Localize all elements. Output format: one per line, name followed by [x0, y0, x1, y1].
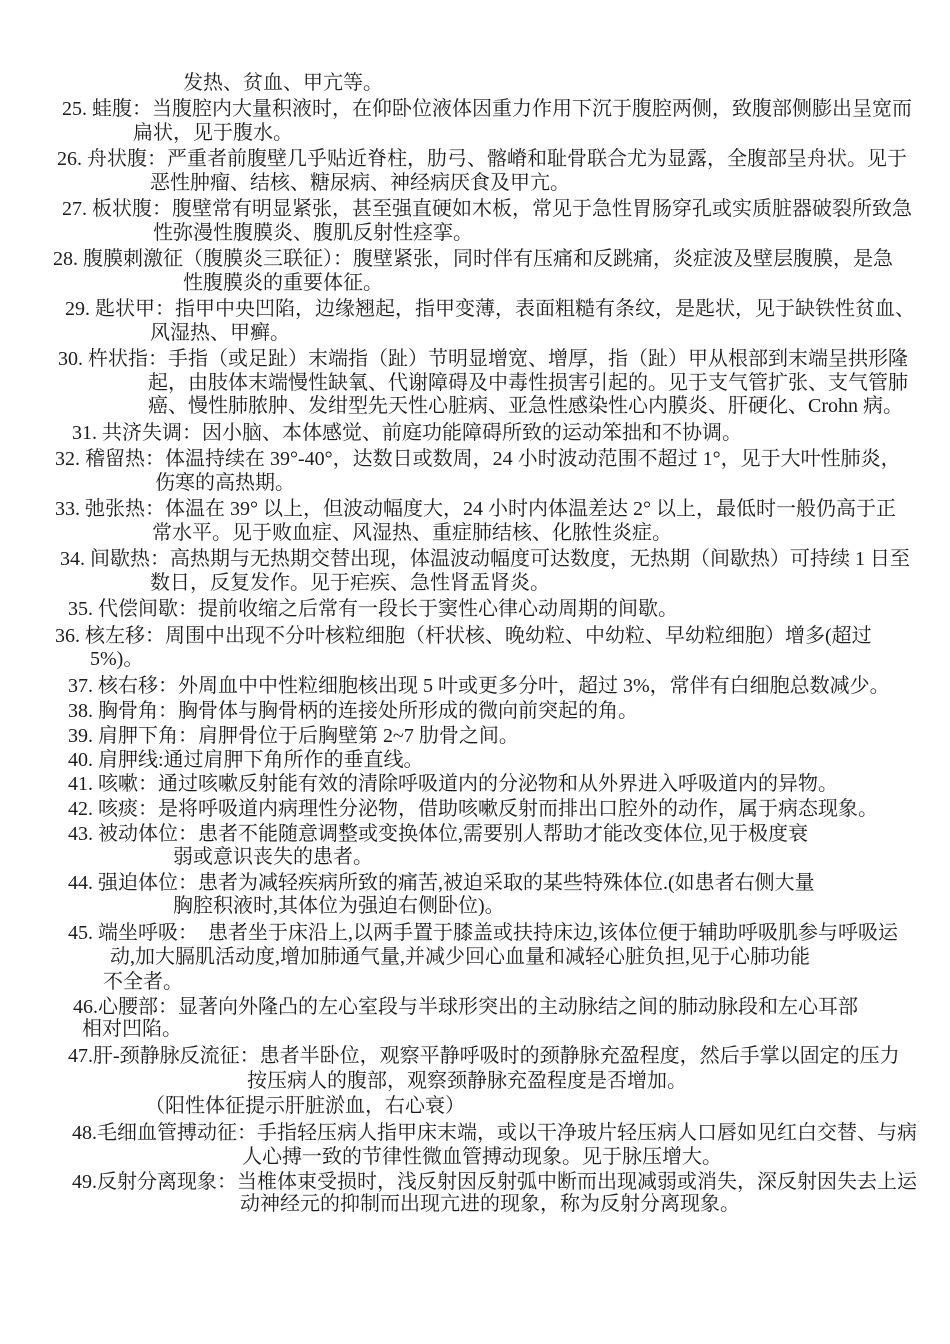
text-line: 5%)。: [90, 648, 144, 670]
text-line: 相对凹陷。: [82, 1018, 182, 1040]
text-line: 不全者。: [103, 971, 183, 993]
text-line: 27. 板状腹：腹壁常有明显紧张，甚至强直硬如木板，常见于急性胃肠穿孔或实质脏器破裂所致急: [62, 198, 912, 220]
text-line: 扁状，见于腹水。: [133, 122, 293, 144]
text-line: 30. 杵状指：手指（或足趾）末端指（趾）节明显增宽、增厚，指（趾）甲从根部到末端呈拱形隆: [58, 348, 908, 370]
text-line: 动神经元的抑制而出现亢进的现象，称为反射分离现象。: [240, 1193, 740, 1215]
text-line: （阳性体征提示肝脏淤血，右心衰）: [145, 1095, 465, 1117]
text-line: 起，由肢体末端慢性缺氧、代谢障碍及中毒性损害引起的。见于支气管扩张、支气管肺: [148, 372, 908, 394]
text-line: 26. 舟状腹：严重者前腹壁几乎贴近脊柱，肋弓、髂嵴和耻骨联合尤为显露，全腹部呈舟状。见于: [57, 148, 907, 170]
text-line: 按压病人的腹部，观察颈静脉充盈程度是否增加。: [247, 1070, 687, 1092]
text-line: 数日，反复发作。见于疟疾、急性肾盂肾炎。: [150, 572, 550, 594]
text-line: 33. 弛张热：体温在 39° 以上，但波动幅度大，24 小时内体温差达 2° 以上，最低时一般仍高于正: [55, 498, 896, 520]
text-line: 43. 被动体位：患者不能随意调整或变换体位,需要别人帮助才能改变体位,见于极度衰: [68, 823, 808, 845]
text-line: 25. 蛙腹：当腹腔内大量积液时，在仰卧位液体因重力作用下沉于腹腔两侧，致腹部侧膨出呈宽而: [62, 98, 912, 120]
text-line: 47.肝-颈静脉反流征：患者半卧位，观察平静呼吸时的颈静脉充盈程度，然后手掌以固定的压力: [68, 1045, 900, 1067]
text-line: 45. 端坐呼吸： 患者坐于床沿上,以两手置于膝盖或扶持床边,该体位便于辅助呼吸肌参与呼吸运: [68, 922, 898, 944]
text-line: 42. 咳痰：是将呼吸道内病理性分泌物，借助咳嗽反射而排出口腔外的动作，属于病态现象。: [68, 798, 878, 820]
text-line: 28. 腹膜刺激征（腹膜炎三联征）：腹壁紧张，同时伴有压痛和反跳痛，炎症波及壁层腹膜，是急: [53, 248, 893, 270]
text-line: 风湿热、甲癣。: [150, 322, 290, 344]
text-line: 36. 核左移：周围中出现不分叶核粒细胞（杆状核、晚幼粒、中幼粒、早幼粒细胞）增多(超过: [55, 625, 872, 647]
text-line: 38. 胸骨角：胸骨体与胸骨柄的连接处所形成的微向前突起的角。: [68, 700, 638, 722]
text-line: 41. 咳嗽：通过咳嗽反射能有效的清除呼吸道内的分泌物和从外界进入呼吸道内的异物。: [68, 773, 838, 795]
text-line: 弱或意识丧失的患者。: [173, 846, 373, 868]
text-line: 性弥漫性腹膜炎、腹肌反射性痉挛。: [153, 222, 473, 244]
text-line: 29. 匙状甲：指甲中央凹陷，边缘翘起，指甲变薄，表面粗糙有条纹，是匙状，见于缺铁性贫血、: [65, 298, 915, 320]
text-line: 32. 稽留热：体温持续在 39°-40°，达数日或数周，24 小时波动范围不超过 1°，见于大叶性肺炎，: [55, 448, 901, 470]
text-line: 37. 核右移：外周血中中性粒细胞核出现 5 叶或更多分叶，超过 3%，常伴有白细胞总数减少。: [68, 675, 890, 697]
text-line: 46.心腰部：显著向外隆凸的左心室段与半球形突出的主动脉结之间的肺动脉段和左心耳部: [73, 996, 858, 1018]
text-line: 发热、贫血、甲亢等。: [183, 72, 383, 94]
text-line: 44. 强迫体位：患者为减轻疾病所致的痛苦,被迫采取的某些特殊体位.(如患者右侧大量: [68, 872, 815, 894]
text-line: 胸腔积液时,其体位为强迫右侧卧位)。: [173, 895, 505, 917]
text-line: 常水平。见于败血症、风湿热、重症肺结核、化脓性炎症。: [152, 522, 672, 544]
text-line: 31. 共济失调：因小脑、本体感觉、前庭功能障碍所致的运动笨拙和不协调。: [72, 422, 742, 444]
text-line: 35. 代偿间歇：提前收缩之后常有一段长于窦性心律心动周期的间歇。: [68, 598, 678, 620]
text-line: 伤寒的高热期。: [155, 472, 295, 494]
text-line: 39. 肩胛下角：肩胛骨位于后胸壁第 2~7 肋骨之间。: [68, 725, 519, 747]
text-line: 48.毛细血管搏动征：手指轻压病人指甲床末端，或以干净玻片轻压病人口唇如见红白交替、与病: [72, 1122, 917, 1144]
text-line: 动,加大膈肌活动度,增加肺通气量,并减少回心血量和减轻心脏负担,见于心肺功能: [110, 946, 810, 968]
text-line: 34. 间歇热：高热期与无热期交替出现，体温波动幅度可达数度，无热期（间歇热）可持续 1 日至: [60, 548, 910, 570]
text-line: 恶性肿瘤、结核、糖尿病、神经病厌食及甲亢。: [150, 172, 570, 194]
text-line: 癌、慢性肺脓肿、发绀型先天性心脏病、亚急性感染性心内膜炎、肝硬化、Crohn 病。: [148, 395, 903, 417]
text-line: 49.反射分离现象：当椎体束受损时，浅反射因反射弧中断而出现减弱或消失，深反射因失去上运: [72, 1171, 917, 1193]
text-line: 性腹膜炎的重要体征。: [183, 272, 383, 294]
text-line: 40. 肩胛线:通过肩胛下角所作的垂直线。: [68, 749, 424, 771]
text-line: 人心搏一致的节律性微血管搏动现象。见于脉压增大。: [242, 1146, 722, 1168]
